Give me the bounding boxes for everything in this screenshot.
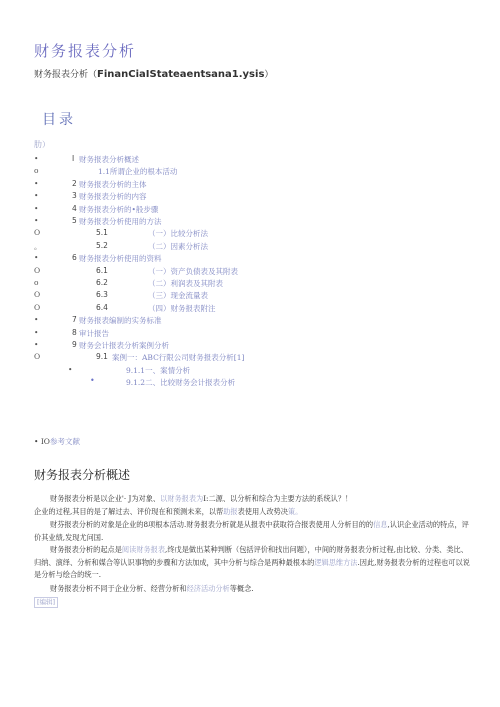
toc-item-label: 案例一：ABC行限公司财务报表分析[1] xyxy=(112,353,245,363)
subtitle-prefix: 财务报表分析（ xyxy=(34,70,98,80)
toc-item-label: 参考文献 xyxy=(49,437,80,446)
toc-item-mark: O xyxy=(34,228,41,238)
toc-item-mark: O xyxy=(34,302,41,312)
toc-item-number: 9 xyxy=(72,340,77,349)
text-run: I:二源、以分析和综合为主要方法的系统认？！ xyxy=(203,494,353,503)
toc-item-mark: O xyxy=(34,352,41,362)
link-information[interactable]: 信息 xyxy=(373,520,388,529)
toc-item-number: I xyxy=(72,154,75,163)
text-run: 财芬报表分析的对象是企业的8项根本活动.财务报表分析就是从报表中获取符合报表使用人分析目的的 xyxy=(50,520,374,529)
text-run: 财务报表分析不同于企业分析、经营分析和 xyxy=(50,584,187,593)
text-run: 财务报表分析的起点是 xyxy=(50,545,122,554)
toc-item-number: 3 xyxy=(72,191,77,201)
toc-item-mark: • xyxy=(34,340,39,349)
toc-item-mark: • xyxy=(90,376,95,386)
toc-item-label: 9.1.1一、案情分析 xyxy=(126,365,191,375)
section-heading: 财务报表分析概述 xyxy=(34,468,131,482)
link-read-statements[interactable]: 阅读财务报表 xyxy=(121,545,166,554)
toc-item-mark: • xyxy=(34,253,39,263)
toc-item-number: IO xyxy=(40,437,50,446)
toc-item-label: 财务报表分析使用的方法 xyxy=(79,217,162,226)
edit-link[interactable]: [编辑] xyxy=(34,597,58,608)
toc-item-mark: • xyxy=(34,191,39,201)
toc-item-label: 审计报告 xyxy=(79,328,109,338)
toc-item-label: （四）财务报表附注 xyxy=(148,303,216,313)
text-run: ,认识企业活动的特点，评价其业绩,发现尤问国. xyxy=(34,520,469,542)
toc-item-number: 5.2 xyxy=(96,240,108,250)
toc-item-label: （一）比较分析法 xyxy=(148,229,208,239)
toc-item-mark: • xyxy=(34,216,39,225)
toc-item-number: 4 xyxy=(72,203,77,213)
toc-item-label: 财务报表分析的•般步骤 xyxy=(79,204,159,214)
toc-item-label: 财务报表分析的主体 xyxy=(79,179,147,189)
toc-item-mark: o xyxy=(34,166,39,176)
toc-item-mark: O xyxy=(34,265,41,275)
toc-item-number: 2 xyxy=(72,178,77,188)
toc-item-number: 8 xyxy=(72,327,77,337)
text-run: ,终戊是做出某种判断（包括评价和找出问题），中间的财务报表分析过程,由比较、分类、类比、归纳、演绎、分析和媒合等认识事物的步骤和方法加成，其中分析与综合是两种最根本的 xyxy=(34,545,468,567)
toc-item-label: 财务报表分析的内容 xyxy=(79,192,147,202)
text-run: 企业的过程,其目的是了解过去、评价现在和预测未来，以帮 xyxy=(34,506,224,516)
paragraph-4 xyxy=(34,583,474,608)
toc-item-label: 财务报表编制的实务标准 xyxy=(79,316,162,326)
toc-item-mark: • xyxy=(34,315,39,325)
document-title: 财务报表分析 xyxy=(34,42,137,60)
toc-item-mark: o xyxy=(34,278,39,287)
toc-item-label: 财务会计报表分析案例分析 xyxy=(79,341,169,350)
toc-item-number: 6.1 xyxy=(96,265,108,275)
toc-item-mark: • xyxy=(34,154,39,163)
toc-item-label: 9.1.2二、比较财务会计报表分析 xyxy=(126,378,236,388)
text-run: 等概念. xyxy=(229,584,254,593)
toc-item-number: 6.4 xyxy=(96,302,108,312)
paragraph-2 xyxy=(34,519,474,544)
toc-item-number: 9.1 xyxy=(96,352,108,362)
toc-title: 目录 xyxy=(42,112,76,128)
toc-item-label: 财务报表分析概述 xyxy=(79,155,139,164)
toc-item-mark: • xyxy=(34,203,39,213)
link-financial-statements[interactable]: 以财务报表为 xyxy=(160,494,204,503)
toc-item-mark: • xyxy=(34,327,39,337)
toc-item-references[interactable] xyxy=(34,436,80,447)
toc-item-number: 6.2 xyxy=(96,278,108,287)
paragraph-3 xyxy=(34,544,474,582)
toc-item-label: （二）利润表及其附表 xyxy=(148,279,223,288)
toc-item-number: 7 xyxy=(72,315,77,325)
toc-item-mark: • xyxy=(68,364,73,374)
link-economic-activity[interactable]: 经济活动分析 xyxy=(186,584,230,593)
text-run: 表使用人改势决 xyxy=(237,506,288,516)
link-decision[interactable]: 策。 xyxy=(287,506,303,516)
document-subtitle xyxy=(34,67,273,80)
toc-item-label: （二）因素分析法 xyxy=(148,241,208,251)
text-run: J为对象、 xyxy=(128,494,161,503)
toc-item-label: （三）现金流量表 xyxy=(148,291,208,301)
toc-item-mark: O xyxy=(34,290,41,300)
toc-item-mark: • xyxy=(34,437,39,446)
subtitle-suffix: ） xyxy=(264,70,274,80)
text-run: 财务报表分析是以企业'· xyxy=(50,494,127,503)
toc-item-label: 1.1所谓企业的根本活动 xyxy=(98,167,178,177)
toc-lead: 肋） xyxy=(34,140,50,149)
text-run: .因此,财务报表分析的过程也可以说是分析与绘合的统一. xyxy=(34,557,470,579)
toc-item-mark: • xyxy=(34,178,39,188)
paragraph-1 xyxy=(34,493,474,518)
toc-item-label: （一）资产负债表及其附表 xyxy=(148,266,238,276)
toc-item-label: 财务报表分析使用的资料 xyxy=(79,254,162,264)
toc-item-number: 5 xyxy=(72,216,77,225)
toc-item-number: 6.3 xyxy=(96,290,108,300)
link-report[interactable]: 助报 xyxy=(223,506,238,516)
subtitle-english: FinanCiaIStateaentsana1.ysis xyxy=(97,69,265,80)
link-logical-thinking[interactable]: 逻辑思维方法 xyxy=(314,557,358,567)
toc-item-number: 5.1 xyxy=(96,228,108,238)
toc-item-mark: 。 xyxy=(34,241,42,251)
toc-item-number: 6 xyxy=(72,253,77,263)
